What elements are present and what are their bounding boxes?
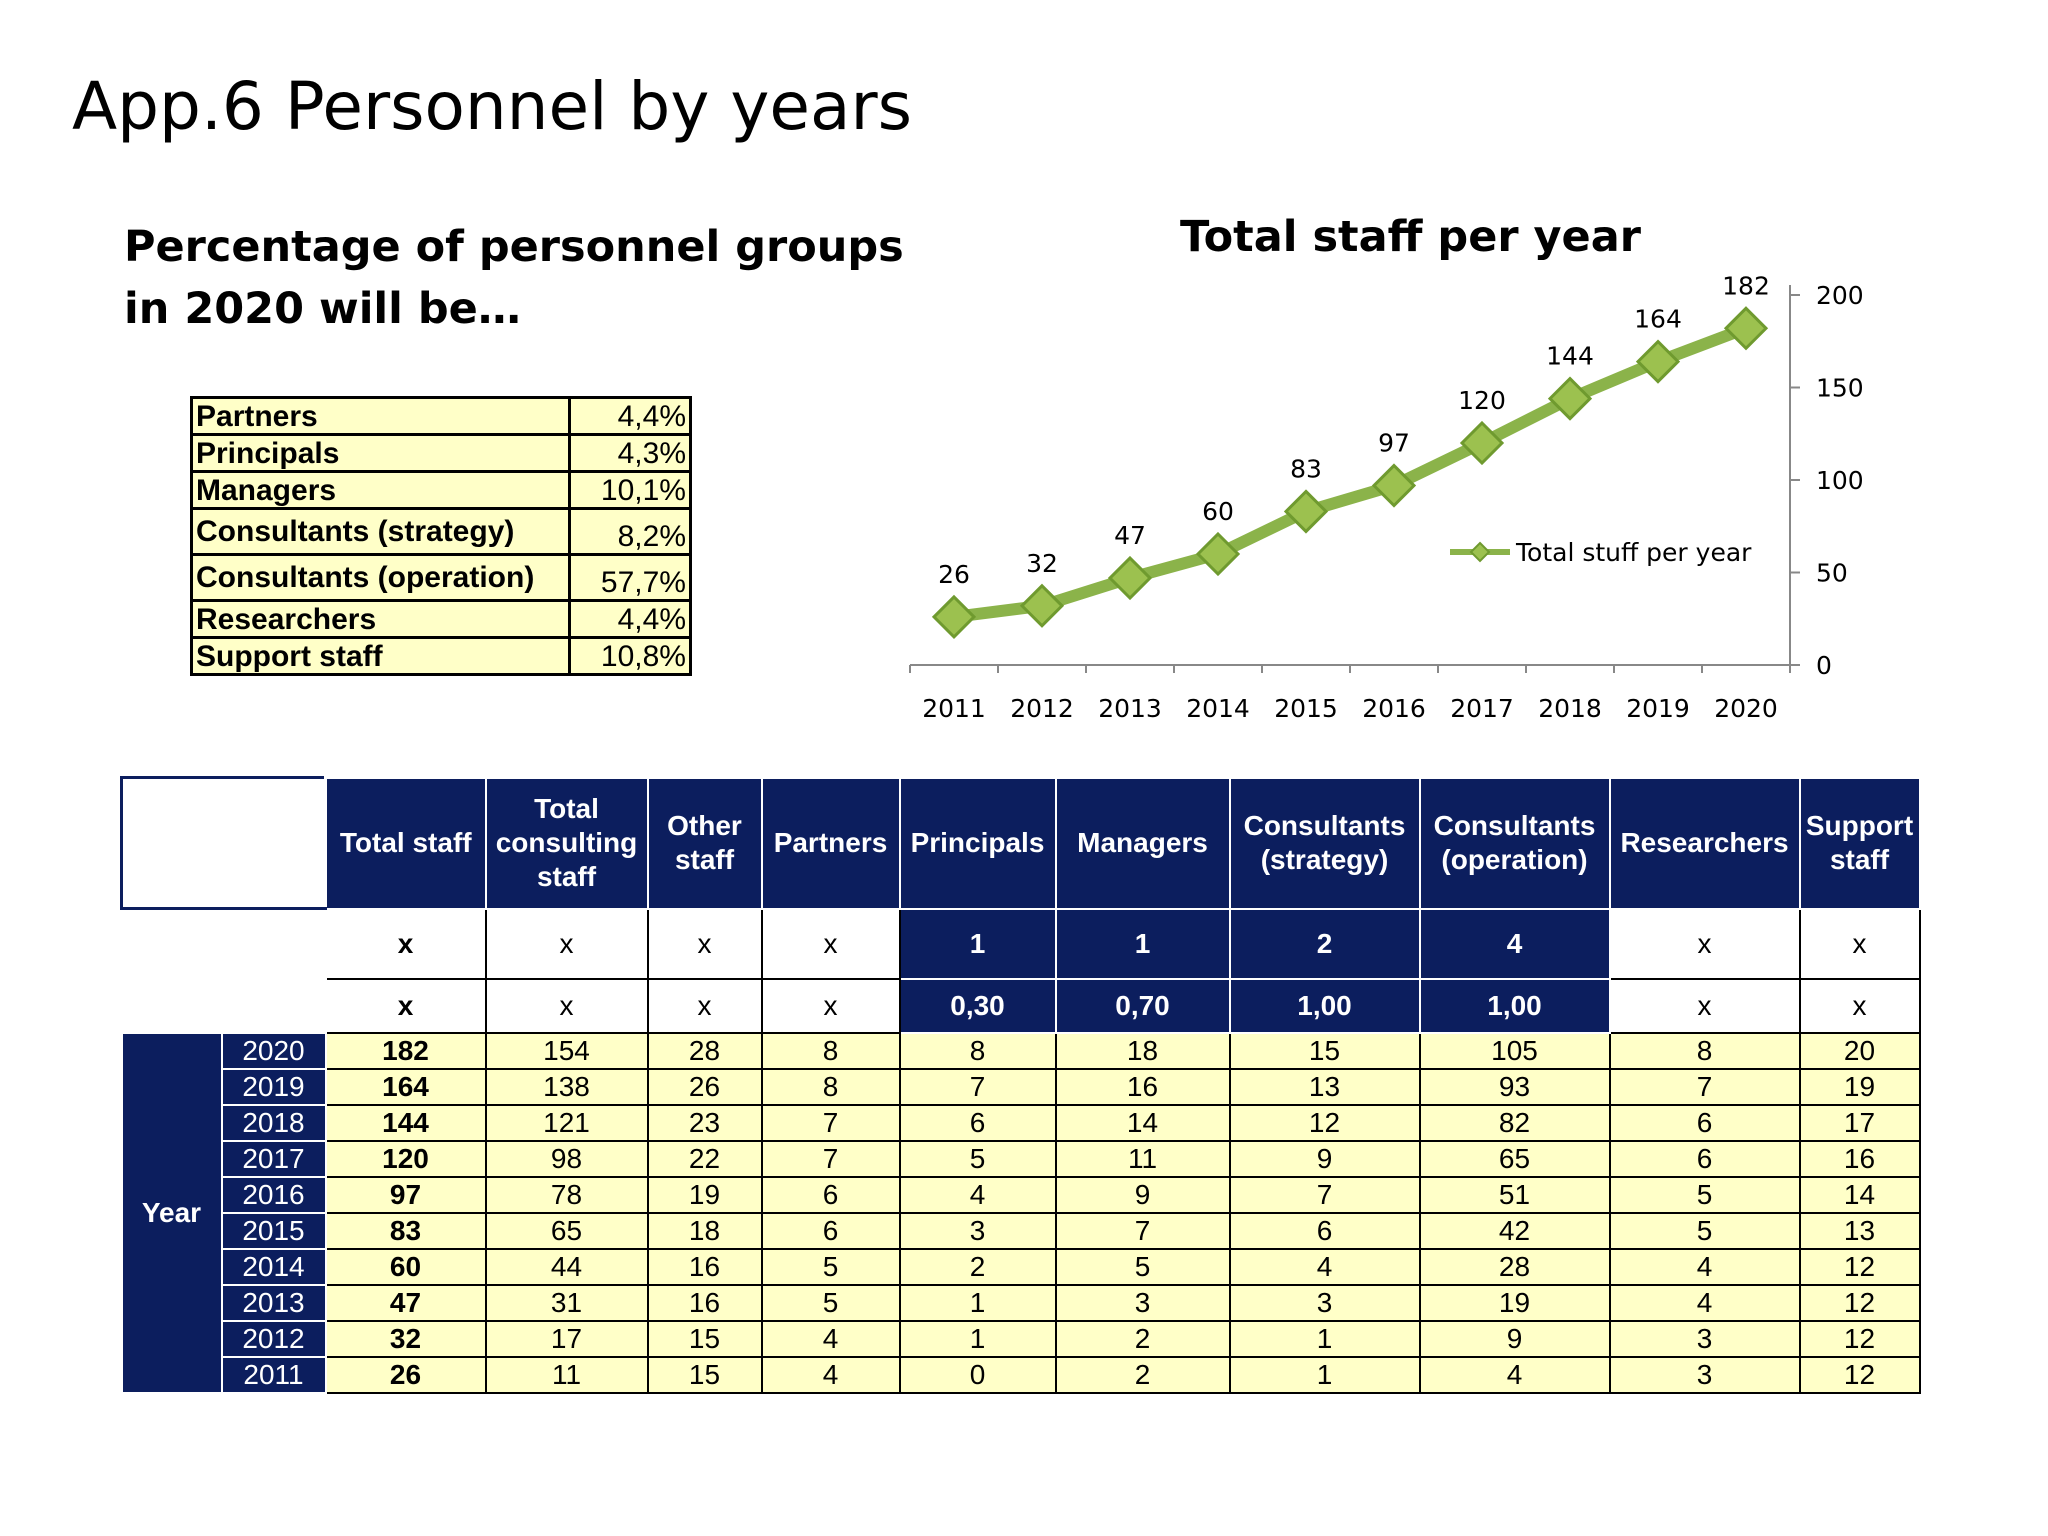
table-cell: 9 [1230, 1141, 1420, 1177]
table-cell: 7 [762, 1105, 900, 1141]
table-cell: 1 [1230, 1357, 1420, 1393]
table-cell: 28 [648, 1033, 762, 1069]
table-cell: 4 [1420, 1357, 1610, 1393]
percentage-label: Managers [192, 472, 570, 509]
table-cell: 65 [1420, 1141, 1610, 1177]
table-cell: 3 [1056, 1285, 1230, 1321]
quantity-cell: x [1610, 909, 1800, 980]
column-header: Partners [762, 778, 900, 909]
table-cell: 2 [900, 1249, 1056, 1285]
x-tick-label: 2012 [1010, 694, 1074, 723]
x-tick-label: 2015 [1274, 694, 1338, 723]
data-label: 26 [938, 559, 970, 589]
year-cell: 2018 [222, 1105, 326, 1141]
table-row [122, 1177, 1920, 1213]
table-row [122, 1357, 1920, 1393]
page-title: App.6 Personnel by years [72, 68, 912, 145]
x-tick-label: 2016 [1362, 694, 1426, 723]
percentage-row [192, 601, 691, 638]
utilization-cell: 1,00 [1230, 979, 1420, 1033]
utilization-cell: 0,70 [1056, 979, 1230, 1033]
table-row [122, 1033, 1920, 1069]
data-label: 83 [1290, 454, 1322, 484]
table-cell: 12 [1800, 1321, 1920, 1357]
table-cell: 31 [486, 1285, 648, 1321]
column-header: Other staff [648, 778, 762, 909]
y-tick-label: 100 [1816, 466, 1864, 495]
utilization-label: Utilization [122, 979, 326, 1033]
percentage-value: 57,7% [570, 555, 691, 601]
table-cell: 18 [1056, 1033, 1230, 1069]
data-point [1374, 466, 1414, 506]
table-cell: 23 [648, 1105, 762, 1141]
table-cell: 5 [900, 1141, 1056, 1177]
percentage-row [192, 435, 691, 472]
utilization-cell: x [1610, 979, 1800, 1033]
table-cell: 6 [762, 1177, 900, 1213]
data-point [1638, 342, 1678, 382]
table-cell: 22 [648, 1141, 762, 1177]
quantity-cell: x [1800, 909, 1920, 980]
quantity-cell: 2 [1230, 909, 1420, 980]
data-label: 120 [1458, 386, 1506, 415]
table-cell: 4 [900, 1177, 1056, 1213]
table-cell: 42 [1420, 1213, 1610, 1249]
series-line [954, 328, 1746, 617]
table-cell: 9 [1056, 1177, 1230, 1213]
percentage-value: 10,1% [570, 472, 691, 509]
percentage-label: Consultants (strategy) [192, 509, 570, 555]
column-header: Researchers [1610, 778, 1800, 909]
table-cell: 26 [648, 1069, 762, 1105]
percentage-label: Support staff [192, 638, 570, 675]
quantity-cell: 1 [1056, 909, 1230, 980]
utilization-cell: x [486, 979, 648, 1033]
table-cell: 7 [1056, 1213, 1230, 1249]
table-cell: 51 [1420, 1177, 1610, 1213]
column-header: Principals [900, 778, 1056, 909]
percentage-label: Partners [192, 398, 570, 435]
table-cell: 3 [1230, 1285, 1420, 1321]
quantity-cell: x [762, 909, 900, 980]
table-cell: 6 [900, 1105, 1056, 1141]
table-cell: 15 [1230, 1033, 1420, 1069]
data-point [1550, 379, 1590, 419]
table-cell: 28 [1420, 1249, 1610, 1285]
year-label: Year [122, 1033, 222, 1393]
table-cell: 4 [1610, 1285, 1800, 1321]
table-cell: 0 [900, 1357, 1056, 1393]
legend-marker [1471, 543, 1489, 561]
table-cell: 82 [1420, 1105, 1610, 1141]
year-cell: 2020 [222, 1033, 326, 1069]
table-cell: 83 [326, 1213, 486, 1249]
legend-label: Total stuff per year [1516, 538, 1752, 567]
x-tick-label: 2018 [1538, 694, 1602, 723]
chart-title: Total staff per year [1180, 212, 1641, 262]
table-cell: 121 [486, 1105, 648, 1141]
percentage-row [192, 398, 691, 435]
percentage-label: Consultants (operation) [192, 555, 570, 601]
table-cell: 98 [486, 1141, 648, 1177]
utilization-row [122, 979, 1920, 1033]
table-cell: 13 [1800, 1213, 1920, 1249]
table-cell: 93 [1420, 1069, 1610, 1105]
table-cell: 8 [762, 1033, 900, 1069]
personnel-table [120, 776, 1921, 1394]
table-cell: 4 [1230, 1249, 1420, 1285]
table-cell: 5 [762, 1249, 900, 1285]
column-header: Total consulting staff [486, 778, 648, 909]
table-cell: 12 [1800, 1285, 1920, 1321]
table-cell: 182 [326, 1033, 486, 1069]
table-cell: 14 [1056, 1105, 1230, 1141]
x-tick-label: 2017 [1450, 694, 1514, 723]
quantity-row [122, 909, 1920, 980]
table-cell: 20 [1800, 1033, 1920, 1069]
table-cell: 164 [326, 1069, 486, 1105]
percentage-row [192, 472, 691, 509]
table-cell: 97 [326, 1177, 486, 1213]
data-label: 97 [1378, 428, 1410, 458]
year-cell: 2013 [222, 1285, 326, 1321]
table-cell: 4 [1610, 1249, 1800, 1285]
utilization-cell: x [1800, 979, 1920, 1033]
percentage-value: 4,4% [570, 398, 691, 435]
year-cell: 2019 [222, 1069, 326, 1105]
table-cell: 16 [648, 1285, 762, 1321]
data-point [1462, 423, 1502, 463]
table-cell: 4 [762, 1357, 900, 1393]
table-cell: 4 [762, 1321, 900, 1357]
percentage-value: 10,8% [570, 638, 691, 675]
table-cell: 12 [1800, 1357, 1920, 1393]
table-cell: 144 [326, 1105, 486, 1141]
table-row [122, 1141, 1920, 1177]
table-cell: 16 [648, 1249, 762, 1285]
utilization-cell: 1,00 [1420, 979, 1610, 1033]
data-point [1022, 586, 1062, 626]
quantity-cell: x [486, 909, 648, 980]
table-cell: 6 [762, 1213, 900, 1249]
table-cell: 7 [1610, 1069, 1800, 1105]
x-tick-label: 2014 [1186, 694, 1250, 723]
table-cell: 6 [1610, 1141, 1800, 1177]
table-cell: 18 [648, 1213, 762, 1249]
table-row [122, 1069, 1920, 1105]
utilization-cell: x [648, 979, 762, 1033]
percentage-value: 4,3% [570, 435, 691, 472]
percentage-label: Researchers [192, 601, 570, 638]
table-row [122, 1213, 1920, 1249]
table-cell: 8 [900, 1033, 1056, 1069]
table-cell: 8 [1610, 1033, 1800, 1069]
utilization-cell: 0,30 [900, 979, 1056, 1033]
quantity-cell: x [648, 909, 762, 980]
quantity-cell: 4 [1420, 909, 1610, 980]
table-cell: 12 [1230, 1105, 1420, 1141]
quantity-cell: 1 [900, 909, 1056, 980]
table-cell: 3 [900, 1213, 1056, 1249]
quantity-label: Quantity per project [122, 909, 326, 980]
table-cell: 6 [1610, 1105, 1800, 1141]
quantity-cell: x [326, 909, 486, 980]
table-cell: 9 [1420, 1321, 1610, 1357]
percentage-heading: Percentage of personnel groups in 2020 will be… [124, 222, 904, 334]
table-cell: 1 [900, 1285, 1056, 1321]
year-cell: 2011 [222, 1357, 326, 1393]
table-cell: 105 [1420, 1033, 1610, 1069]
data-point [934, 597, 974, 637]
table-row [122, 1105, 1920, 1141]
column-header: Total staff [326, 778, 486, 909]
table-cell: 5 [1610, 1177, 1800, 1213]
data-label: 164 [1634, 304, 1682, 334]
table-row [122, 1285, 1920, 1321]
table-cell: 26 [326, 1357, 486, 1393]
percentage-row [192, 509, 691, 555]
table-cell: 13 [1230, 1069, 1420, 1105]
y-tick-label: 150 [1816, 373, 1864, 403]
table-cell: 78 [486, 1177, 648, 1213]
table-cell: 17 [486, 1321, 648, 1357]
percentage-table [190, 396, 692, 676]
table-cell: 15 [648, 1357, 762, 1393]
x-tick-label: 2011 [922, 694, 986, 723]
table-corner [122, 778, 326, 909]
x-tick-label: 2013 [1098, 694, 1162, 723]
table-cell: 2 [1056, 1321, 1230, 1357]
table-cell: 1 [900, 1321, 1056, 1357]
table-cell: 11 [1056, 1141, 1230, 1177]
percentage-row [192, 555, 691, 601]
table-cell: 7 [900, 1069, 1056, 1105]
x-tick-label: 2019 [1626, 694, 1690, 723]
column-header: Consultants (strategy) [1230, 778, 1420, 909]
column-header: Consultants (operation) [1420, 778, 1610, 909]
year-cell: 2014 [222, 1249, 326, 1285]
table-header-row [122, 778, 1920, 909]
table-cell: 32 [326, 1321, 486, 1357]
table-cell: 154 [486, 1033, 648, 1069]
table-cell: 44 [486, 1249, 648, 1285]
table-cell: 5 [1056, 1249, 1230, 1285]
data-point [1726, 308, 1766, 348]
table-cell: 65 [486, 1213, 648, 1249]
total-staff-chart [880, 250, 1940, 740]
table-cell: 8 [762, 1069, 900, 1105]
table-cell: 120 [326, 1141, 486, 1177]
year-cell: 2017 [222, 1141, 326, 1177]
table-cell: 16 [1800, 1141, 1920, 1177]
year-cell: 2016 [222, 1177, 326, 1213]
year-cell: 2012 [222, 1321, 326, 1357]
percentage-row [192, 638, 691, 675]
percentage-value: 4,4% [570, 601, 691, 638]
table-cell: 1 [1230, 1321, 1420, 1357]
table-cell: 19 [1800, 1069, 1920, 1105]
data-point [1110, 558, 1150, 598]
data-label: 144 [1546, 341, 1594, 371]
table-cell: 15 [648, 1321, 762, 1357]
y-tick-label: 200 [1816, 281, 1864, 310]
table-cell: 5 [762, 1285, 900, 1321]
table-cell: 47 [326, 1285, 486, 1321]
x-tick-label: 2020 [1714, 694, 1778, 723]
table-cell: 6 [1230, 1213, 1420, 1249]
y-tick-label: 0 [1816, 651, 1832, 680]
table-cell: 138 [486, 1069, 648, 1105]
table-cell: 11 [486, 1357, 648, 1393]
table-row [122, 1249, 1920, 1285]
table-cell: 14 [1800, 1177, 1920, 1213]
table-row [122, 1321, 1920, 1357]
year-cell: 2015 [222, 1213, 326, 1249]
utilization-cell: x [326, 979, 486, 1033]
table-cell: 12 [1800, 1249, 1920, 1285]
utilization-cell: x [762, 979, 900, 1033]
data-label: 32 [1026, 548, 1058, 578]
table-cell: 3 [1610, 1357, 1800, 1393]
table-cell: 17 [1800, 1105, 1920, 1141]
percentage-label: Principals [192, 435, 570, 472]
table-cell: 3 [1610, 1321, 1800, 1357]
column-header: Support staff [1800, 778, 1920, 909]
table-cell: 16 [1056, 1069, 1230, 1105]
table-cell: 5 [1610, 1213, 1800, 1249]
column-header: Managers [1056, 778, 1230, 909]
data-point [1286, 491, 1326, 531]
data-label: 182 [1722, 271, 1770, 301]
table-cell: 60 [326, 1249, 486, 1285]
y-tick-label: 50 [1816, 558, 1848, 588]
table-cell: 2 [1056, 1357, 1230, 1393]
data-label: 60 [1202, 497, 1234, 526]
percentage-value: 8,2% [570, 509, 691, 555]
data-point [1198, 534, 1238, 574]
table-cell: 7 [762, 1141, 900, 1177]
data-label: 47 [1114, 521, 1146, 551]
table-cell: 19 [648, 1177, 762, 1213]
table-cell: 7 [1230, 1177, 1420, 1213]
table-cell: 19 [1420, 1285, 1610, 1321]
